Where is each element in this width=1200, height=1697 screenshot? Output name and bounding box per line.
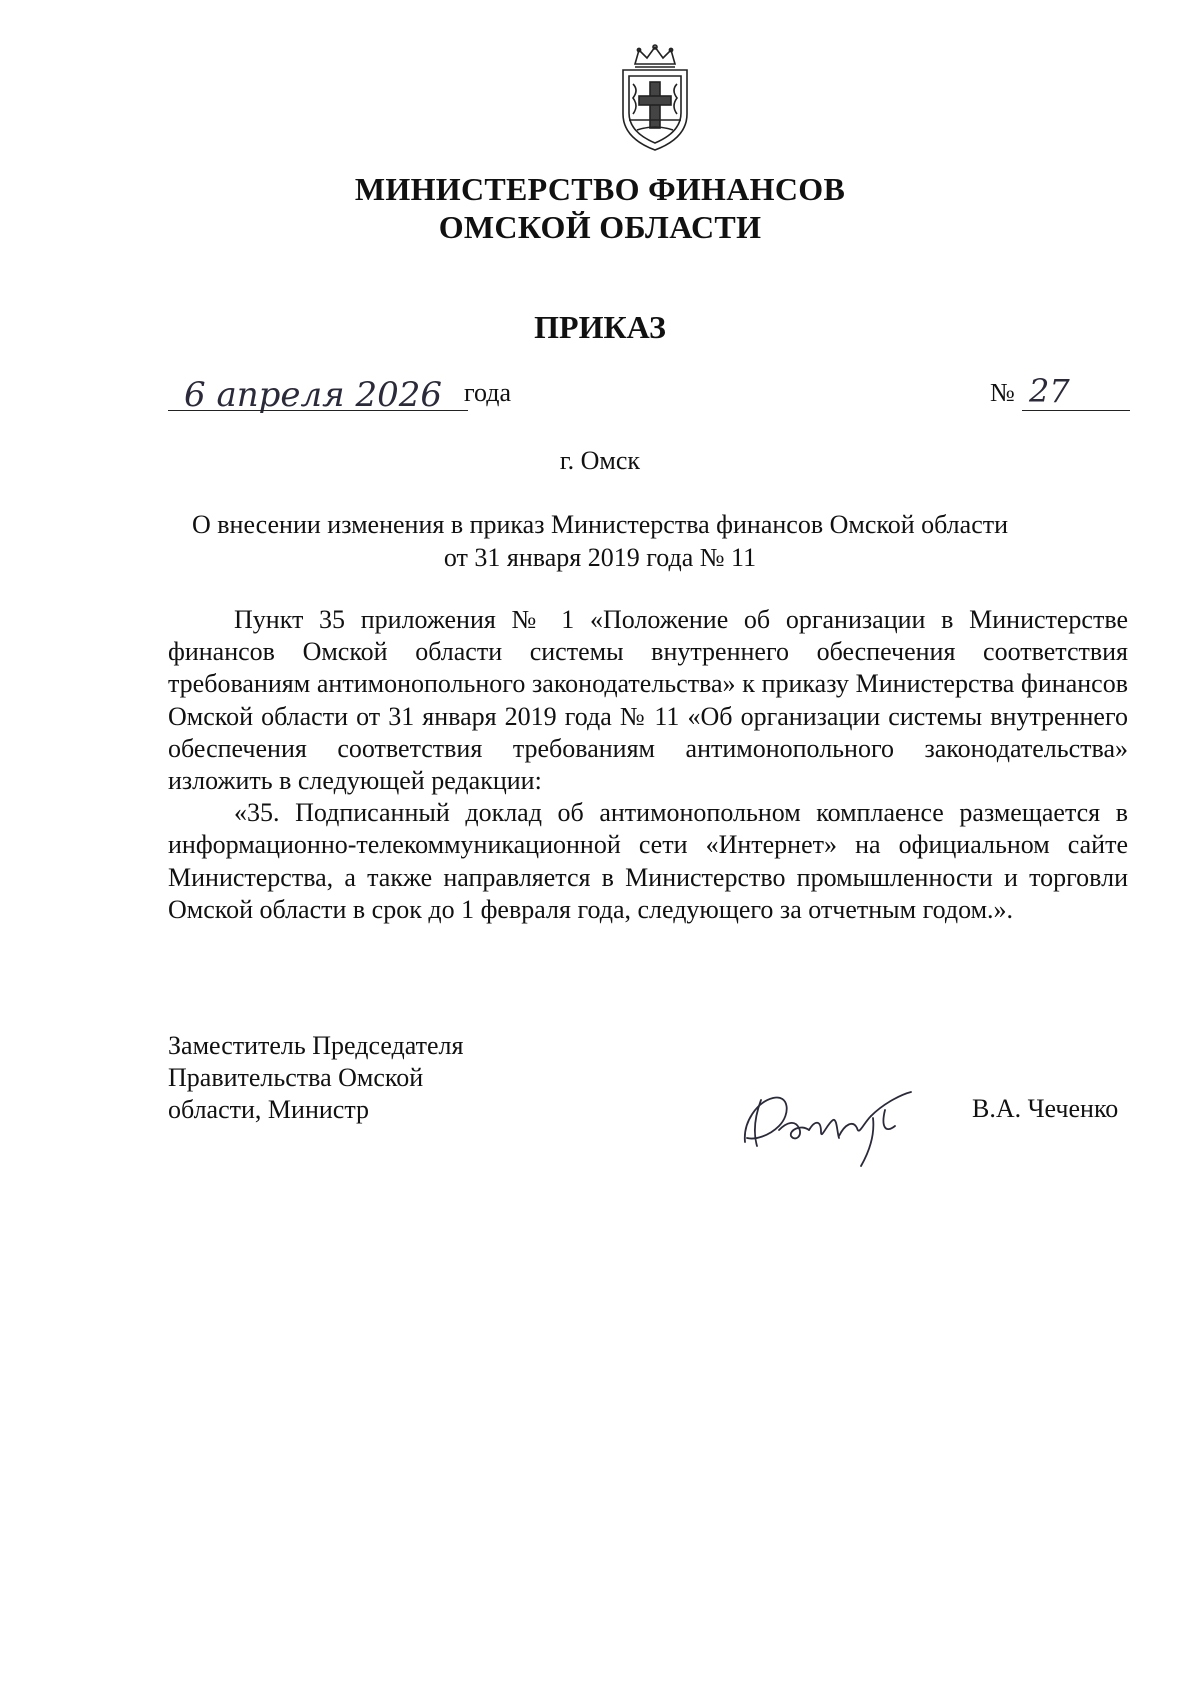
signatory-position bbox=[168, 1030, 463, 1126]
handwritten-signature-icon bbox=[735, 1080, 925, 1170]
date-underline bbox=[168, 410, 468, 411]
svg-text:27: 27 bbox=[1029, 372, 1070, 410]
date-suffix: года bbox=[464, 378, 512, 407]
body-paragraph-2: «35. Подписанный доклад об антимонопольном комплаенсе размещается в информационно-телекоммуникационной сети «Интернет» на официальном сайте Министерства, а также направляется в Министерство промышленности и торговли Омской области в срок до 1 февраля года, следующего за отчетным годом.». bbox=[168, 798, 1128, 924]
subject-line-2: от 31 января 2019 года № 11 bbox=[443, 543, 757, 572]
coat-of-arms-icon bbox=[613, 44, 697, 152]
handwritten-date bbox=[178, 372, 478, 422]
body-paragraph-1: Пункт 35 приложения № 1 «Положение об организации в Министерстве финансов Омской области системы внутреннего обеспечения соответствия требованиям антимонопольного законодательства» к приказу Министерства финансов Омской области от 31 января 2019 года № 11 «Об организации системы внутреннего обеспечения соответствия требованиям антимонопольного законодательства» изложить в следующей редакции: bbox=[168, 605, 1128, 796]
number-underline bbox=[1022, 410, 1130, 411]
date-number-row bbox=[168, 372, 1128, 420]
position-line-1: Заместитель Председателя bbox=[168, 1031, 464, 1060]
subject-line-1: О внесении изменения в приказ Министерства финансов Омской области bbox=[191, 510, 1009, 539]
handwritten-number bbox=[1023, 372, 1098, 412]
document-body bbox=[168, 604, 1128, 926]
signatory-name: В.А. Чеченко bbox=[972, 1094, 1119, 1123]
position-line-3: области, Министр bbox=[168, 1095, 369, 1124]
number-label: № bbox=[990, 378, 1015, 407]
document-type: ПРИКАЗ bbox=[534, 309, 666, 345]
position-line-2: Правительства Омской bbox=[168, 1063, 424, 1092]
city: г. Омск bbox=[559, 446, 641, 475]
svg-text:6 апреля 2026: 6 апреля 2026 bbox=[184, 375, 442, 415]
org-line-2: ОМСКОЙ ОБЛАСТИ bbox=[438, 209, 762, 245]
org-line-1: МИНИСТЕРСТВО ФИНАНСОВ bbox=[354, 171, 846, 207]
organization-name bbox=[0, 170, 1200, 246]
document-subject bbox=[0, 508, 1200, 574]
